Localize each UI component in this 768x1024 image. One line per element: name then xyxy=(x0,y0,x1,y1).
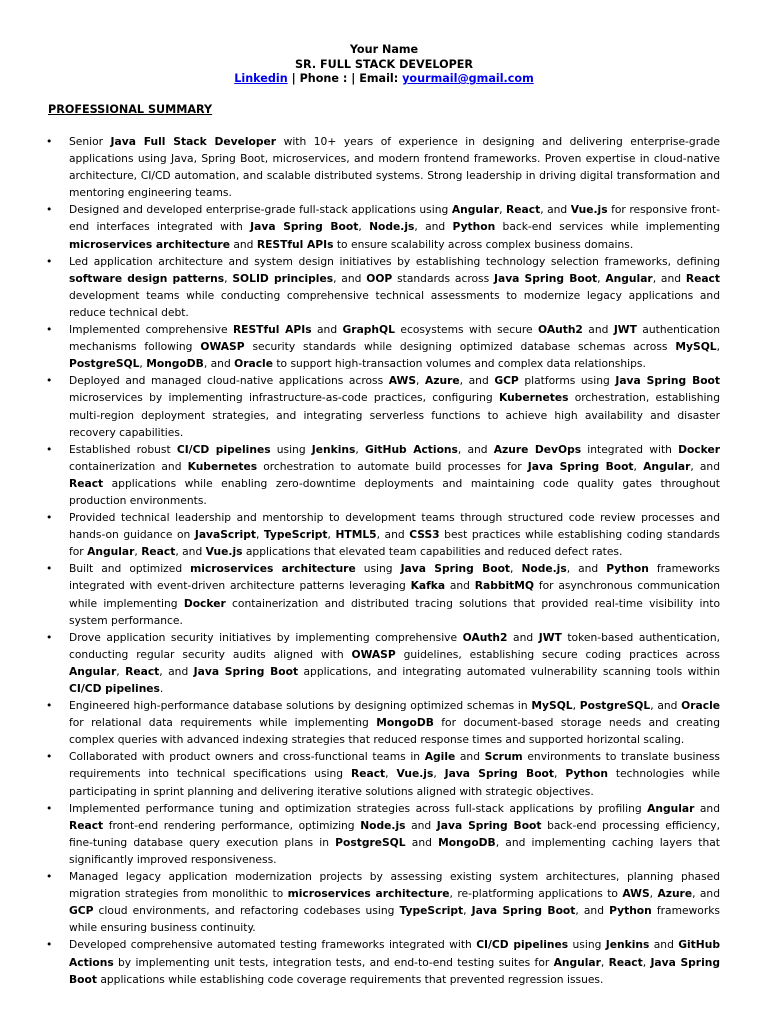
bullet-keyword: Azure xyxy=(425,374,460,388)
bullet-keyword: Java Spring Boot xyxy=(444,767,554,781)
bullet-text: , and xyxy=(414,220,453,234)
bullet-keyword: Jenkins xyxy=(605,938,650,952)
bullet-keyword: Angular xyxy=(643,459,691,473)
bullet-keyword: Java Full Stack Developer xyxy=(110,135,277,148)
bullet-keyword: microservices architecture xyxy=(69,237,230,251)
bullet-text: standards across xyxy=(392,271,494,285)
bullet-text: best practices while establishing coding standards for xyxy=(69,528,721,559)
bullet-text: and xyxy=(405,818,437,832)
bullet-keyword: RESTful APIs xyxy=(256,237,334,251)
bullet-text: to ensure scalability across complex business domains. xyxy=(333,237,634,251)
summary-bullet xyxy=(69,748,720,799)
bullet-text: using xyxy=(568,938,606,952)
bullet-text: , xyxy=(134,545,142,559)
summary-bullet xyxy=(69,321,720,372)
bullet-keyword: React xyxy=(69,476,104,490)
bullet-keyword: GitHub Actions xyxy=(69,938,720,969)
bullet-text: , xyxy=(553,767,566,781)
bullet-text: with 10+ years of experience in designing and delivering enterprise-grade applications using Java, Spring Boot, microservices, and modern frontend frameworks. Proven expertise in cloud-native architecture, CI/CD automation, and scalable distributed systems. Strong leadership in driving digital transformation and mentoring engineering teams. xyxy=(69,135,720,200)
bullet-keyword: MongoDB xyxy=(146,357,204,371)
bullet-text: Deployed and managed cloud-native applications across xyxy=(69,374,389,388)
bullet-text: guidelines, establishing secure coding practices across xyxy=(395,647,721,661)
bullet-text: , re-platforming applications to xyxy=(449,887,623,901)
bullet-text: Designed and developed enterprise-grade full-stack applications using xyxy=(69,203,452,217)
bullet-text: , xyxy=(385,767,397,781)
bullet-text: platforms using xyxy=(518,374,616,388)
bullet-text: , and xyxy=(575,904,610,918)
bullet-text: , and xyxy=(566,562,607,576)
bullet-keyword: Node.js xyxy=(521,562,567,576)
summary-bullet xyxy=(69,560,720,628)
bullet-text: Developed comprehensive automated testing frameworks integrated with xyxy=(69,938,477,952)
bullet-keyword: CSS3 xyxy=(409,528,440,542)
bullet-text: and xyxy=(455,750,485,764)
bullet-text: applications while enabling zero-downtime deployments and maintaining code quality gates throughout production environments. xyxy=(69,476,720,507)
bullet-keyword: Scrum xyxy=(484,750,523,764)
bullet-text: development teams while conducting comprehensive technical assessments to modernize legacy applications and reduce technical debt. xyxy=(69,288,720,319)
bullet-keyword: Jenkins xyxy=(311,442,356,456)
bullet-keyword: OAuth2 xyxy=(538,323,583,337)
bullet-text: front-end rendering performance, optimizing xyxy=(103,818,361,832)
bullet-keyword: OWASP xyxy=(351,647,396,661)
summary-bullet xyxy=(69,800,720,868)
summary-bullet xyxy=(69,509,720,560)
bullet-text: applications while establishing code coverage requirements that prevented regression issues. xyxy=(96,972,604,986)
bullet-keyword: Angular xyxy=(647,801,695,815)
bullet-keyword: Azure DevOps xyxy=(493,442,582,456)
bullet-text: using xyxy=(270,442,312,456)
bullet-keyword: Java Spring Boot xyxy=(615,374,721,388)
bullet-keyword: Oracle xyxy=(681,699,720,713)
bullet-keyword: Java Spring Boot xyxy=(250,220,359,234)
bullet-text: Provided technical leadership and mentorship to development teams through structured code review processes and hands-on guidance on xyxy=(69,511,720,542)
bullet-text: and xyxy=(405,835,439,849)
bullet-text: , and xyxy=(652,271,686,285)
bullet-keyword: Oracle xyxy=(234,357,273,371)
bullet-text: , xyxy=(255,528,264,542)
bullet-text: Led application architecture and system design initiatives by establishing technology selection frameworks, defining xyxy=(69,254,720,268)
bullet-keyword: React xyxy=(69,818,104,832)
bullet-text: for document-based storage needs and creating complex queries with advanced indexing strategies that reduced response times and supported horizontal scaling. xyxy=(69,716,720,747)
bullet-text: , and xyxy=(203,357,235,371)
bullet-keyword: AWS xyxy=(388,374,417,388)
bullet-text: , xyxy=(600,955,609,969)
bullet-text: Implemented performance tuning and optimization strategies across full-stack applications by profiling xyxy=(69,801,648,815)
bullet-text: , and xyxy=(690,459,720,473)
bullet-keyword: React xyxy=(608,955,643,969)
bullet-keyword: PostgreSQL xyxy=(335,835,406,849)
bullet-keyword: Angular xyxy=(87,545,135,559)
bullet-text: , and xyxy=(175,545,206,559)
bullet-text: and xyxy=(229,237,257,251)
summary-bullet xyxy=(69,372,720,440)
bullet-keyword: React xyxy=(351,767,386,781)
bullet-text: security standards while designing optimized database schemas across xyxy=(244,340,676,354)
bullet-keyword: TypeScript xyxy=(263,528,328,542)
bullet-keyword: Node.js xyxy=(369,220,415,234)
bullet-keyword: GitHub Actions xyxy=(364,442,458,456)
bullet-text: , xyxy=(358,220,370,234)
summary-bullet xyxy=(69,133,720,201)
bullet-text: Collaborated with product owners and cross-functional teams in xyxy=(69,750,425,764)
bullet-keyword: OOP xyxy=(366,271,393,285)
bullet-keyword: Angular xyxy=(69,664,117,678)
bullet-text: to support high-transaction volumes and complex data relationships. xyxy=(272,357,646,371)
bullet-text: , xyxy=(510,562,522,576)
bullet-keyword: Angular xyxy=(451,203,500,217)
bullet-keyword: GCP xyxy=(69,904,94,918)
bullet-keyword: OWASP xyxy=(200,340,245,354)
bullet-text: Drove application security initiatives by implementing comprehensive xyxy=(69,630,463,644)
bullet-text: and xyxy=(582,323,614,337)
bullet-keyword: Vue.js xyxy=(570,203,608,217)
candidate-name: Your Name xyxy=(349,43,419,56)
bullet-text: , xyxy=(499,203,507,217)
bullet-text: , and xyxy=(333,271,367,285)
bullet-keyword: PostgreSQL xyxy=(579,699,651,713)
bullet-text: integrated with xyxy=(581,442,679,456)
bullet-text: , xyxy=(116,664,126,678)
bullet-keyword: Vue.js xyxy=(205,545,243,559)
bullet-text: , xyxy=(463,904,472,918)
bullet-text: back-end processing efficiency, fine-tuning database query execution plans in xyxy=(69,818,720,849)
bullet-text: , xyxy=(433,767,445,781)
bullet-text: , xyxy=(416,374,426,388)
bullet-text: token-based authentication, conducting regular security audits aligned with xyxy=(69,630,720,661)
email-link[interactable]: yourmail@gmail.com xyxy=(402,72,534,85)
bullet-keyword: Java Spring Boot xyxy=(494,271,598,285)
bullet-text: applications that elevated team capabilities and reduced defect rates. xyxy=(242,545,623,559)
linkedin-link[interactable]: Linkedin xyxy=(234,72,288,85)
summary-bullet xyxy=(69,441,720,509)
bullet-keyword: RESTful APIs xyxy=(232,323,312,337)
bullet-text: microservices by implementing infrastructure-as-code practices, configuring xyxy=(69,391,499,405)
bullet-keyword: microservices architecture xyxy=(287,887,450,901)
bullet-text: , xyxy=(642,955,651,969)
summary-bullet xyxy=(69,629,720,697)
resume-header xyxy=(0,43,768,87)
summary-bullet xyxy=(69,868,720,936)
bullet-text: Managed legacy application modernization projects by assessing existing system architectures, planning phased migration strategies from monolithic to xyxy=(69,870,720,901)
bullet-text: orchestration, establishing multi-region deployment strategies, and integrating serverless functions to achieve high availability and disaster recovery capabilities. xyxy=(69,391,720,439)
bullet-keyword: Java Spring Boot xyxy=(436,818,542,832)
bullet-text: ecosystems with secure xyxy=(394,323,539,337)
section-title-professional-summary: PROFESSIONAL SUMMARY xyxy=(48,103,213,116)
bullet-text: , and xyxy=(376,528,410,542)
bullet-text: for responsive front-end interfaces integrated with xyxy=(69,203,720,234)
bullet-keyword: Java Spring Boot xyxy=(527,459,634,473)
bullet-text: orchestration to automate build processes for xyxy=(257,459,528,473)
bullet-keyword: JavaScript xyxy=(194,528,256,542)
job-title: SR. FULL STACK DEVELOPER xyxy=(294,57,474,71)
bullet-keyword: MongoDB xyxy=(438,835,496,849)
bullet-text: , xyxy=(716,340,720,354)
bullet-text: for asynchronous communication while implementing xyxy=(69,579,720,610)
bullet-text: , xyxy=(572,699,580,713)
bullet-text: , xyxy=(327,528,336,542)
bullet-keyword: MySQL xyxy=(531,699,573,713)
bullet-text: authentication mechanisms following xyxy=(69,323,721,354)
bullet-text: , and xyxy=(540,203,571,217)
summary-bullet xyxy=(69,201,720,252)
bullet-text: cloud environments, and refactoring codebases using xyxy=(93,904,400,918)
bullet-text: , and xyxy=(459,374,495,388)
bullet-text: back-end services while implementing xyxy=(495,220,720,234)
bullet-text: environments to translate business requirements into technical specifications using xyxy=(69,750,720,781)
bullet-text: Established robust xyxy=(69,442,177,456)
bullet-keyword: GraphQL xyxy=(342,323,395,337)
bullet-keyword: RabbitMQ xyxy=(474,579,535,593)
bullet-text: Senior xyxy=(69,135,111,148)
bullet-text: and xyxy=(311,323,343,337)
bullet-text: frameworks integrated with event-driven architecture patterns leveraging xyxy=(69,562,720,593)
bullet-text: using xyxy=(355,562,401,576)
bullet-keyword: Python xyxy=(609,904,652,918)
bullet-keyword: React xyxy=(125,664,160,678)
bullet-text: and xyxy=(649,938,679,952)
bullet-keyword: Python xyxy=(565,767,608,781)
bullet-keyword: JWT xyxy=(538,630,562,644)
bullet-text: Built and optimized xyxy=(69,562,191,576)
bullet-keyword: SOLID principles xyxy=(232,271,334,285)
bullet-text: , xyxy=(597,271,606,285)
bullet-text: and xyxy=(445,579,475,593)
bullet-keyword: Java Spring Boot xyxy=(69,955,720,986)
bullet-keyword: PostgreSQL xyxy=(69,357,140,371)
bullet-text: , and xyxy=(457,442,494,456)
bullet-keyword: Python xyxy=(606,562,649,576)
bullet-keyword: CI/CD pipelines xyxy=(476,938,569,952)
bullet-keyword: Java Spring Boot xyxy=(193,664,299,678)
bullet-text: for relational data requirements while implementing xyxy=(69,716,377,730)
bullet-keyword: AWS xyxy=(622,887,650,901)
bullet-text: , and xyxy=(650,699,682,713)
bullet-keyword: CI/CD pipelines xyxy=(176,442,271,456)
bullet-keyword: Kafka xyxy=(410,579,446,593)
bullet-keyword: React xyxy=(506,203,541,217)
bullet-keyword: Vue.js xyxy=(396,767,434,781)
bullet-text: , xyxy=(633,459,644,473)
bullet-text: frameworks while ensuring business continuity. xyxy=(69,904,720,935)
bullet-keyword: Node.js xyxy=(360,818,406,832)
summary-list xyxy=(69,133,720,988)
bullet-text: Engineered high-performance database solutions by designing optimized schemas in xyxy=(69,699,532,713)
bullet-text: by implementing unit tests, integration tests, and end-to-end testing suites for xyxy=(113,955,554,969)
bullet-keyword: Kubernetes xyxy=(187,459,258,473)
bullet-text: , xyxy=(224,271,233,285)
bullet-keyword: Java Spring Boot xyxy=(471,904,576,918)
bullet-keyword: Azure xyxy=(657,887,693,901)
bullet-keyword: Angular xyxy=(553,955,601,969)
bullet-text: and xyxy=(507,630,539,644)
bullet-keyword: React xyxy=(141,545,176,559)
summary-bullet xyxy=(69,253,720,321)
bullet-keyword: TypeScript xyxy=(399,904,464,918)
bullet-text: , and xyxy=(692,887,720,901)
bullet-text: , xyxy=(139,357,147,371)
bullet-text: , xyxy=(355,442,365,456)
bullet-keyword: CI/CD pipelines xyxy=(69,682,160,695)
bullet-text: , xyxy=(649,887,658,901)
bullet-keyword: React xyxy=(685,271,720,285)
bullet-text: containerization and xyxy=(69,459,188,473)
bullet-keyword: MySQL xyxy=(675,340,717,354)
bullet-keyword: MongoDB xyxy=(376,716,434,730)
bullet-keyword: JWT xyxy=(613,323,637,337)
bullet-keyword: Docker xyxy=(678,442,720,456)
bullet-text: . xyxy=(159,682,164,695)
bullet-keyword: Agile xyxy=(424,750,456,764)
bullet-text: and xyxy=(694,801,720,815)
bullet-keyword: OAuth2 xyxy=(462,630,508,644)
bullet-keyword: Java Spring Boot xyxy=(400,562,511,576)
bullet-text: , and implementing caching layers that significantly improved responsiveness. xyxy=(69,835,720,866)
bullet-text: Implemented comprehensive xyxy=(69,323,233,337)
bullet-keyword: microservices architecture xyxy=(190,562,356,576)
bullet-keyword: Kubernetes xyxy=(498,391,569,405)
bullet-keyword: software design patterns xyxy=(69,271,225,285)
bullet-keyword: Angular xyxy=(605,271,653,285)
contact-line xyxy=(0,72,768,87)
summary-bullet xyxy=(69,936,720,987)
bullet-text: applications, and integrating automated vulnerability scanning tools within xyxy=(298,664,720,678)
bullet-text: technologies while participating in sprint planning and delivering iterative solutions aligned with strategic objectives. xyxy=(69,767,720,798)
bullet-text: containerization and distributed tracing solutions that provided real-time visibility into system performance. xyxy=(69,596,720,627)
bullet-text: , and xyxy=(159,664,194,678)
summary-bullet xyxy=(69,697,720,748)
bullet-keyword: GCP xyxy=(494,374,519,388)
bullet-keyword: Python xyxy=(452,220,496,234)
bullet-keyword: HTML5 xyxy=(335,528,377,542)
phone-email-label: | Phone : | Email: xyxy=(287,72,403,85)
bullet-keyword: Docker xyxy=(183,596,226,610)
